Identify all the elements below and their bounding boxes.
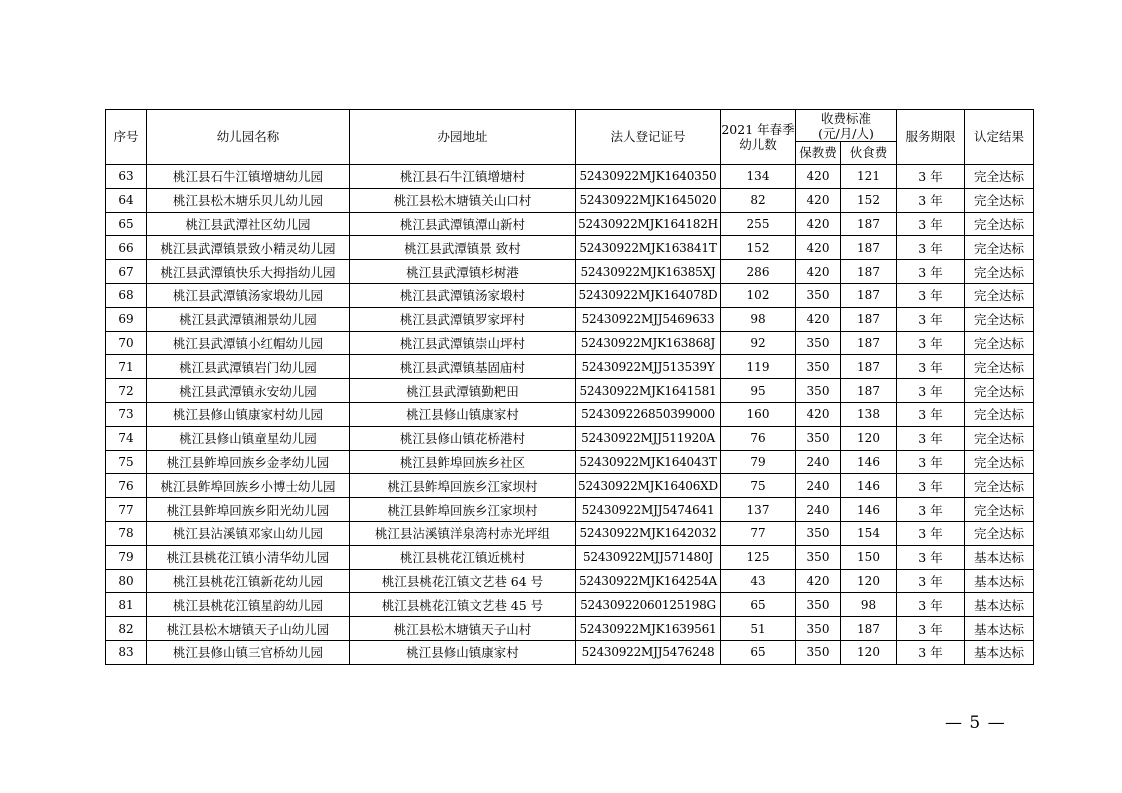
cell-index: 68 <box>106 283 147 307</box>
table-row <box>106 379 1034 403</box>
cell-name: 桃江县武潭镇永安幼儿园 <box>147 379 350 403</box>
cell-name: 桃江县鲊埠回族乡小博士幼儿园 <box>147 474 350 498</box>
cell-enrollment: 43 <box>721 569 796 593</box>
cell-period: 3 年 <box>897 474 965 498</box>
cell-registration: 52430922MJK163841T <box>576 236 721 260</box>
cell-index: 67 <box>106 260 147 284</box>
cell-period: 3 年 <box>897 283 965 307</box>
cell-address: 桃江县修山镇花桥港村 <box>350 426 576 450</box>
cell-period: 3 年 <box>897 498 965 522</box>
cell-registration: 52430922MJK1640350 <box>576 165 721 189</box>
cell-registration: 52430922MJK1642032 <box>576 521 721 545</box>
cell-result: 完全达标 <box>965 260 1034 284</box>
cell-meal: 187 <box>841 236 897 260</box>
cell-index: 72 <box>106 379 147 403</box>
cell-meal: 98 <box>841 593 897 617</box>
cell-address: 桃江县武潭镇景 致村 <box>350 236 576 260</box>
cell-meal: 187 <box>841 379 897 403</box>
cell-tuition: 350 <box>796 355 841 379</box>
table-row <box>106 569 1034 593</box>
cell-address: 桃江县修山镇康家村 <box>350 640 576 664</box>
cell-tuition: 350 <box>796 521 841 545</box>
table-row <box>106 260 1034 284</box>
table-row <box>106 593 1034 617</box>
cell-enrollment: 95 <box>721 379 796 403</box>
cell-meal: 187 <box>841 355 897 379</box>
cell-enrollment: 77 <box>721 521 796 545</box>
cell-address: 桃江县鲊埠回族乡社区 <box>350 450 576 474</box>
cell-name: 桃江县沾溪镇邓家山幼儿园 <box>147 521 350 545</box>
cell-name: 桃江县鲊埠回族乡金孝幼儿园 <box>147 450 350 474</box>
cell-period: 3 年 <box>897 640 965 664</box>
cell-result: 完全达标 <box>965 498 1034 522</box>
table-row <box>106 331 1034 355</box>
cell-registration: 52430922MJJ5469633 <box>576 307 721 331</box>
cell-enrollment: 75 <box>721 474 796 498</box>
header-fee-line2: (元/月/人) <box>818 125 874 141</box>
cell-tuition: 420 <box>796 236 841 260</box>
cell-result: 完全达标 <box>965 331 1034 355</box>
cell-period: 3 年 <box>897 236 965 260</box>
cell-name: 桃江县武潭镇汤家塅幼儿园 <box>147 283 350 307</box>
cell-result: 完全达标 <box>965 283 1034 307</box>
cell-tuition: 240 <box>796 498 841 522</box>
cell-index: 76 <box>106 474 147 498</box>
cell-index: 80 <box>106 569 147 593</box>
cell-enrollment: 137 <box>721 498 796 522</box>
cell-result: 完全达标 <box>965 474 1034 498</box>
cell-period: 3 年 <box>897 545 965 569</box>
cell-period: 3 年 <box>897 402 965 426</box>
table-row <box>106 450 1034 474</box>
cell-tuition: 420 <box>796 402 841 426</box>
cell-index: 74 <box>106 426 147 450</box>
cell-result: 完全达标 <box>965 521 1034 545</box>
cell-meal: 120 <box>841 640 897 664</box>
cell-result: 完全达标 <box>965 426 1034 450</box>
table-row <box>106 617 1034 641</box>
table-row <box>106 498 1034 522</box>
cell-period: 3 年 <box>897 379 965 403</box>
cell-address: 桃江县桃花江镇文艺巷 64 号 <box>350 569 576 593</box>
cell-address: 桃江县松木塘镇关山口村 <box>350 188 576 212</box>
header-enrollment <box>721 110 796 165</box>
cell-period: 3 年 <box>897 307 965 331</box>
cell-enrollment: 65 <box>721 593 796 617</box>
cell-tuition: 350 <box>796 640 841 664</box>
header-fee-line1: 收费标准 <box>820 110 871 126</box>
cell-registration: 52430922MJJ5474641 <box>576 498 721 522</box>
header-fee-meal: 伙食费 <box>841 142 897 165</box>
cell-index: 78 <box>106 521 147 545</box>
header-fee-standard <box>796 110 897 142</box>
cell-name: 桃江县修山镇康家村幼儿园 <box>147 402 350 426</box>
cell-period: 3 年 <box>897 521 965 545</box>
table-row <box>106 545 1034 569</box>
cell-period: 3 年 <box>897 188 965 212</box>
cell-enrollment: 51 <box>721 617 796 641</box>
table-row <box>106 236 1034 260</box>
header-index: 序号 <box>106 110 147 165</box>
cell-enrollment: 76 <box>721 426 796 450</box>
cell-name: 桃江县武潭镇小红帽幼儿园 <box>147 331 350 355</box>
cell-enrollment: 92 <box>721 331 796 355</box>
cell-meal: 146 <box>841 474 897 498</box>
cell-registration: 52430922MJK16406XD <box>576 474 721 498</box>
cell-registration: 52430922MJK1641581 <box>576 379 721 403</box>
header-service-period: 服务期限 <box>897 110 965 165</box>
cell-meal: 187 <box>841 617 897 641</box>
table-row <box>106 188 1034 212</box>
cell-name: 桃江县修山镇童星幼儿园 <box>147 426 350 450</box>
cell-address: 桃江县武潭镇勤粑田 <box>350 379 576 403</box>
header-address: 办园地址 <box>350 110 576 165</box>
cell-result: 完全达标 <box>965 236 1034 260</box>
cell-address: 桃江县武潭镇罗家坪村 <box>350 307 576 331</box>
cell-registration: 52430922MJK16385XJ <box>576 260 721 284</box>
table-row <box>106 474 1034 498</box>
cell-index: 69 <box>106 307 147 331</box>
cell-address: 桃江县桃花江镇文艺巷 45 号 <box>350 593 576 617</box>
cell-result: 完全达标 <box>965 212 1034 236</box>
cell-tuition: 350 <box>796 331 841 355</box>
cell-meal: 187 <box>841 307 897 331</box>
cell-tuition: 240 <box>796 450 841 474</box>
cell-index: 83 <box>106 640 147 664</box>
cell-name: 桃江县鲊埠回族乡阳光幼儿园 <box>147 498 350 522</box>
cell-name: 桃江县武潭镇岩门幼儿园 <box>147 355 350 379</box>
table-row <box>106 640 1034 664</box>
cell-index: 82 <box>106 617 147 641</box>
cell-enrollment: 119 <box>721 355 796 379</box>
cell-registration: 52430922MJJ511920A <box>576 426 721 450</box>
cell-index: 65 <box>106 212 147 236</box>
cell-enrollment: 134 <box>721 165 796 189</box>
cell-index: 73 <box>106 402 147 426</box>
table-row <box>106 283 1034 307</box>
table-row <box>106 426 1034 450</box>
table-row <box>106 402 1034 426</box>
cell-tuition: 350 <box>796 283 841 307</box>
cell-result: 完全达标 <box>965 188 1034 212</box>
cell-period: 3 年 <box>897 593 965 617</box>
cell-meal: 120 <box>841 426 897 450</box>
cell-result: 完全达标 <box>965 355 1034 379</box>
cell-registration: 52430922MJK163868J <box>576 331 721 355</box>
header-enrollment-line1: 2021 年春季 <box>721 122 795 137</box>
cell-address: 桃江县修山镇康家村 <box>350 402 576 426</box>
header-name: 幼儿园名称 <box>147 110 350 165</box>
cell-enrollment: 79 <box>721 450 796 474</box>
cell-registration: 52430922MJK164043T <box>576 450 721 474</box>
cell-meal: 146 <box>841 498 897 522</box>
cell-registration: 52430922MJK164182H <box>576 212 721 236</box>
cell-tuition: 420 <box>796 188 841 212</box>
cell-registration: 52430922MJK1639561 <box>576 617 721 641</box>
cell-name: 桃江县武潭镇湘景幼儿园 <box>147 307 350 331</box>
cell-tuition: 420 <box>796 260 841 284</box>
cell-tuition: 420 <box>796 307 841 331</box>
cell-name: 桃江县修山镇三官桥幼儿园 <box>147 640 350 664</box>
cell-result: 基本达标 <box>965 545 1034 569</box>
cell-period: 3 年 <box>897 569 965 593</box>
header-fee-tuition: 保教费 <box>796 142 841 165</box>
cell-name: 桃江县松木塘镇天子山幼儿园 <box>147 617 350 641</box>
cell-result: 基本达标 <box>965 593 1034 617</box>
table-row <box>106 212 1034 236</box>
cell-enrollment: 65 <box>721 640 796 664</box>
cell-address: 桃江县武潭镇基固庙村 <box>350 355 576 379</box>
cell-tuition: 420 <box>796 212 841 236</box>
cell-address: 桃江县武潭镇汤家塅村 <box>350 283 576 307</box>
cell-tuition: 350 <box>796 379 841 403</box>
cell-index: 66 <box>106 236 147 260</box>
cell-enrollment: 152 <box>721 236 796 260</box>
cell-name: 桃江县武潭社区幼儿园 <box>147 212 350 236</box>
cell-period: 3 年 <box>897 331 965 355</box>
cell-tuition: 240 <box>796 474 841 498</box>
cell-meal: 152 <box>841 188 897 212</box>
cell-result: 基本达标 <box>965 569 1034 593</box>
cell-meal: 150 <box>841 545 897 569</box>
cell-registration: 524309226850399000 <box>576 402 721 426</box>
cell-tuition: 420 <box>796 165 841 189</box>
cell-index: 70 <box>106 331 147 355</box>
cell-name: 桃江县武潭镇景致小精灵幼儿园 <box>147 236 350 260</box>
cell-index: 64 <box>106 188 147 212</box>
cell-period: 3 年 <box>897 450 965 474</box>
cell-result: 完全达标 <box>965 402 1034 426</box>
cell-result: 完全达标 <box>965 450 1034 474</box>
header-enrollment-line2: 幼儿数 <box>739 137 777 152</box>
header-registration: 法人登记证号 <box>576 110 721 165</box>
cell-index: 71 <box>106 355 147 379</box>
cell-address: 桃江县鲊埠回族乡江家坝村 <box>350 498 576 522</box>
cell-name: 桃江县松木塘乐贝儿幼儿园 <box>147 188 350 212</box>
cell-registration: 52430922MJK164254A <box>576 569 721 593</box>
cell-index: 79 <box>106 545 147 569</box>
cell-address: 桃江县沾溪镇洋泉湾村赤光坪组 <box>350 521 576 545</box>
cell-result: 基本达标 <box>965 617 1034 641</box>
cell-registration: 52430922MJK164078D <box>576 283 721 307</box>
cell-address: 桃江县鲊埠回族乡江家坝村 <box>350 474 576 498</box>
cell-tuition: 350 <box>796 617 841 641</box>
cell-enrollment: 255 <box>721 212 796 236</box>
cell-name: 桃江县石牛江镇增塘幼儿园 <box>147 165 350 189</box>
cell-tuition: 350 <box>796 545 841 569</box>
cell-result: 完全达标 <box>965 165 1034 189</box>
cell-period: 3 年 <box>897 426 965 450</box>
cell-address: 桃江县松木塘镇天子山村 <box>350 617 576 641</box>
cell-name: 桃江县桃花江镇星韵幼儿园 <box>147 593 350 617</box>
cell-address: 桃江县武潭镇潭山新村 <box>350 212 576 236</box>
cell-meal: 138 <box>841 402 897 426</box>
cell-meal: 187 <box>841 283 897 307</box>
cell-period: 3 年 <box>897 212 965 236</box>
table-row <box>106 521 1034 545</box>
cell-period: 3 年 <box>897 260 965 284</box>
cell-enrollment: 160 <box>721 402 796 426</box>
cell-name: 桃江县桃花江镇新花幼儿园 <box>147 569 350 593</box>
cell-meal: 121 <box>841 165 897 189</box>
cell-address: 桃江县桃花江镇近桃村 <box>350 545 576 569</box>
table-header <box>106 110 1034 165</box>
table-row <box>106 165 1034 189</box>
cell-tuition: 420 <box>796 569 841 593</box>
table-body <box>106 165 1034 665</box>
cell-result: 完全达标 <box>965 307 1034 331</box>
cell-meal: 120 <box>841 569 897 593</box>
cell-registration: 52430922060125198G <box>576 593 721 617</box>
cell-meal: 187 <box>841 260 897 284</box>
cell-address: 桃江县石牛江镇增塘村 <box>350 165 576 189</box>
header-result: 认定结果 <box>965 110 1034 165</box>
page-number: — 5 — <box>945 713 1006 733</box>
cell-index: 77 <box>106 498 147 522</box>
cell-name: 桃江县桃花江镇小清华幼儿园 <box>147 545 350 569</box>
cell-meal: 187 <box>841 212 897 236</box>
cell-index: 75 <box>106 450 147 474</box>
cell-registration: 52430922MJJ571480J <box>576 545 721 569</box>
cell-result: 基本达标 <box>965 640 1034 664</box>
kindergarten-table <box>105 109 1034 665</box>
cell-meal: 146 <box>841 450 897 474</box>
cell-enrollment: 82 <box>721 188 796 212</box>
cell-enrollment: 102 <box>721 283 796 307</box>
cell-enrollment: 125 <box>721 545 796 569</box>
cell-name: 桃江县武潭镇快乐大拇指幼儿园 <box>147 260 350 284</box>
cell-address: 桃江县武潭镇杉树港 <box>350 260 576 284</box>
cell-result: 完全达标 <box>965 379 1034 403</box>
cell-tuition: 350 <box>796 593 841 617</box>
cell-enrollment: 98 <box>721 307 796 331</box>
cell-meal: 154 <box>841 521 897 545</box>
cell-address: 桃江县武潭镇崇山坪村 <box>350 331 576 355</box>
table-row <box>106 307 1034 331</box>
table-row <box>106 355 1034 379</box>
cell-index: 63 <box>106 165 147 189</box>
cell-registration: 52430922MJJ513539Y <box>576 355 721 379</box>
cell-registration: 52430922MJK1645020 <box>576 188 721 212</box>
cell-index: 81 <box>106 593 147 617</box>
cell-registration: 52430922MJJ5476248 <box>576 640 721 664</box>
cell-meal: 187 <box>841 331 897 355</box>
cell-period: 3 年 <box>897 165 965 189</box>
cell-period: 3 年 <box>897 617 965 641</box>
cell-enrollment: 286 <box>721 260 796 284</box>
cell-tuition: 350 <box>796 426 841 450</box>
cell-period: 3 年 <box>897 355 965 379</box>
